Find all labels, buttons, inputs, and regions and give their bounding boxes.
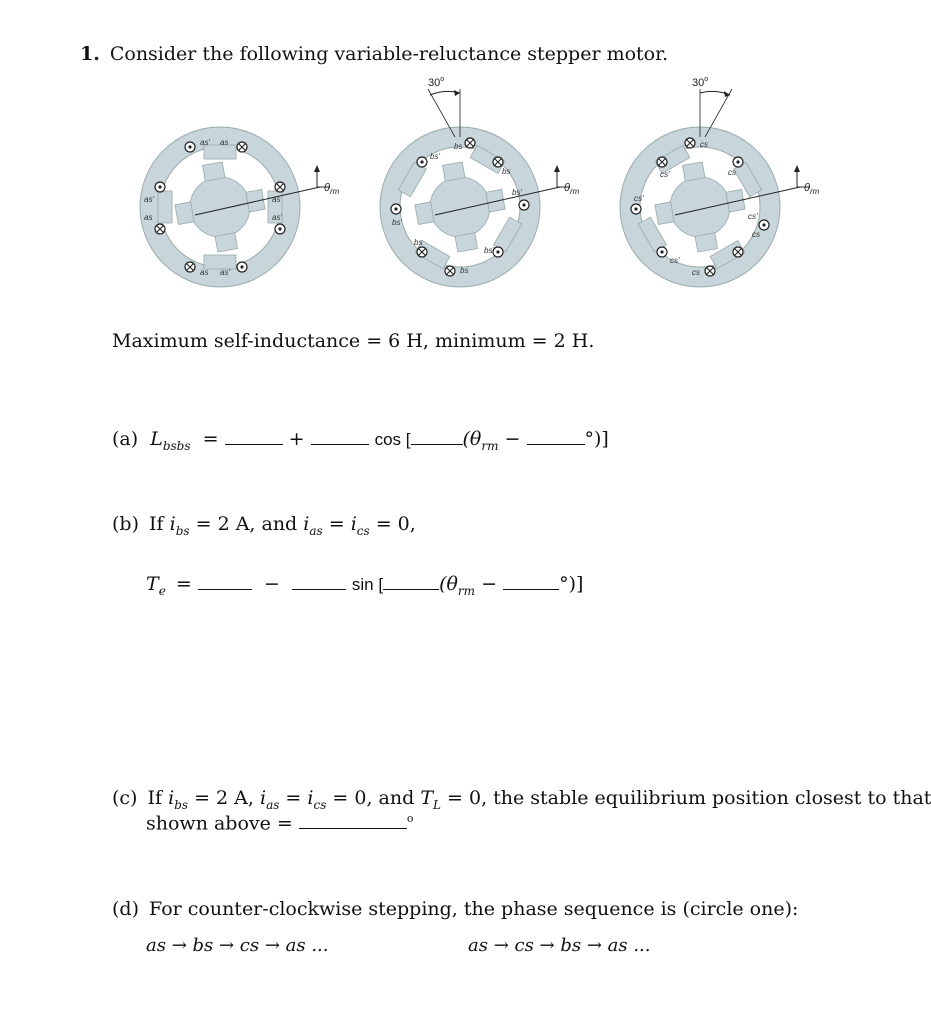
coil-label: cs' <box>634 194 644 203</box>
minus-sign: − <box>263 573 280 595</box>
coil-label: bs <box>502 167 511 176</box>
part-c-line2 <box>146 812 414 834</box>
part-c-label: (c) <box>112 787 138 809</box>
inductance-symbol: L <box>150 428 163 450</box>
blank-b1[interactable] <box>198 575 252 590</box>
coil-label: bs' <box>512 188 522 197</box>
part-a <box>112 428 609 453</box>
theta-open: (θ <box>462 428 482 450</box>
blank-c1[interactable] <box>299 814 407 829</box>
condition-text: = 0, and <box>332 787 415 809</box>
theta-subscript: rm <box>457 583 476 598</box>
coil-label: cs <box>692 268 700 277</box>
minus-sign: − <box>504 428 521 450</box>
problem-number: 1. <box>80 43 100 65</box>
coil-label: bs <box>460 266 469 275</box>
blank-b3[interactable] <box>383 575 439 590</box>
coil-label: cs <box>700 140 708 149</box>
load-torque-subscript: L <box>433 797 441 812</box>
current-subscript: bs <box>175 523 190 538</box>
closing: °)] <box>559 573 584 595</box>
current-symbol: i <box>168 787 175 809</box>
load-torque-symbol: T <box>420 787 433 809</box>
blank-b4[interactable] <box>503 575 559 590</box>
angle-label: 30$^o$ <box>428 76 445 89</box>
problem-header <box>80 43 668 65</box>
current-symbol: i <box>307 787 314 809</box>
coil-label: bs' <box>392 218 402 227</box>
part-b-torque <box>146 573 583 598</box>
coil-label: cs <box>728 168 736 177</box>
current-symbol: i <box>169 513 176 535</box>
motor-as <box>140 127 340 287</box>
sin-label: sin [ <box>351 575 384 594</box>
part-d-text: For counter-clockwise stepping, the phase sequence is (circle one): <box>149 898 799 920</box>
coil-label: cs' <box>660 170 670 179</box>
torque-symbol: T <box>146 573 159 595</box>
current-subscript: cs <box>356 523 370 538</box>
coil-label: as' <box>272 213 282 222</box>
part-b-label: (b) <box>112 513 139 535</box>
equals-sign: = <box>328 513 345 535</box>
sequence-option-1[interactable]: as → bs → cs → as ... <box>146 935 329 956</box>
given-inductance: Maximum self-inductance = 6 H, minimum = 2 H. <box>112 330 595 352</box>
minus-sign: − <box>481 573 498 595</box>
coil-label: cs' <box>748 212 758 221</box>
shown-above-text: shown above = <box>146 812 293 835</box>
theta-rm-label: $\theta_{rm}$ <box>804 182 820 196</box>
part-b-condition <box>112 513 416 538</box>
coil-label: as <box>272 195 281 204</box>
theta-rm-label: $\theta_{rm}$ <box>564 182 580 196</box>
coil-label: as' <box>144 195 154 204</box>
coil-label: as' <box>220 268 230 277</box>
current-subscript: cs <box>313 797 327 812</box>
part-a-label: (a) <box>112 428 139 450</box>
condition-text: = 0, <box>375 513 416 535</box>
cos-label: cos [ <box>374 430 411 449</box>
coil-label: bs <box>414 238 423 247</box>
current-symbol: i <box>350 513 357 535</box>
coil-label: as <box>200 268 209 277</box>
current-subscript: bs <box>174 797 189 812</box>
current-symbol: i <box>259 787 267 809</box>
blank-a2[interactable] <box>311 430 369 445</box>
sequence-option-2[interactable]: as → cs → bs → as ... <box>468 935 651 956</box>
inductance-subscript: bsbs <box>162 438 191 453</box>
condition-text: = 2 A, and <box>195 513 298 535</box>
motor-bs <box>375 76 579 292</box>
coil-label: bs <box>454 142 463 151</box>
equals-sign: = <box>175 573 192 595</box>
coil-label: bs' <box>484 246 494 255</box>
theta-open: (θ <box>439 573 458 595</box>
plus-sign: + <box>288 428 305 450</box>
coil-label: as' <box>200 138 210 147</box>
part-d <box>112 898 798 920</box>
torque-subscript: e <box>158 583 166 598</box>
current-subscript: as <box>309 523 323 538</box>
stepper-motor-figure <box>120 76 840 310</box>
equals-sign: = <box>285 787 302 809</box>
theta-rm-label: $\theta_{rm}$ <box>324 182 340 196</box>
blank-a1[interactable] <box>225 430 283 445</box>
blank-a3[interactable] <box>411 430 463 445</box>
closing: °)] <box>584 428 609 450</box>
problem-intro: Consider the following variable-reluctance stepper motor. <box>109 43 669 65</box>
coil-label: as <box>144 213 153 222</box>
coil-label: bs' <box>430 152 440 161</box>
blank-a4[interactable] <box>527 430 585 445</box>
if-text: If <box>149 513 164 535</box>
coil-label: as <box>220 138 229 147</box>
current-subscript: as <box>266 797 280 812</box>
coil-label: cs' <box>670 256 680 265</box>
current-symbol: i <box>303 513 310 535</box>
motor-cs <box>615 76 819 292</box>
if-text: If <box>147 787 163 809</box>
coil-label: cs <box>752 230 760 239</box>
part-c-line1 <box>112 787 931 812</box>
equals-sign: = <box>202 428 219 450</box>
condition-text: = 2 A, <box>194 787 254 809</box>
part-d-label: (d) <box>112 898 139 920</box>
condition-text: = 0, the stable equilibrium position closest to that <box>447 787 931 809</box>
angle-label: 30$^o$ <box>692 76 709 89</box>
blank-b2[interactable] <box>292 575 346 590</box>
degree-symbol: o <box>406 812 414 825</box>
theta-subscript: rm <box>481 438 499 453</box>
